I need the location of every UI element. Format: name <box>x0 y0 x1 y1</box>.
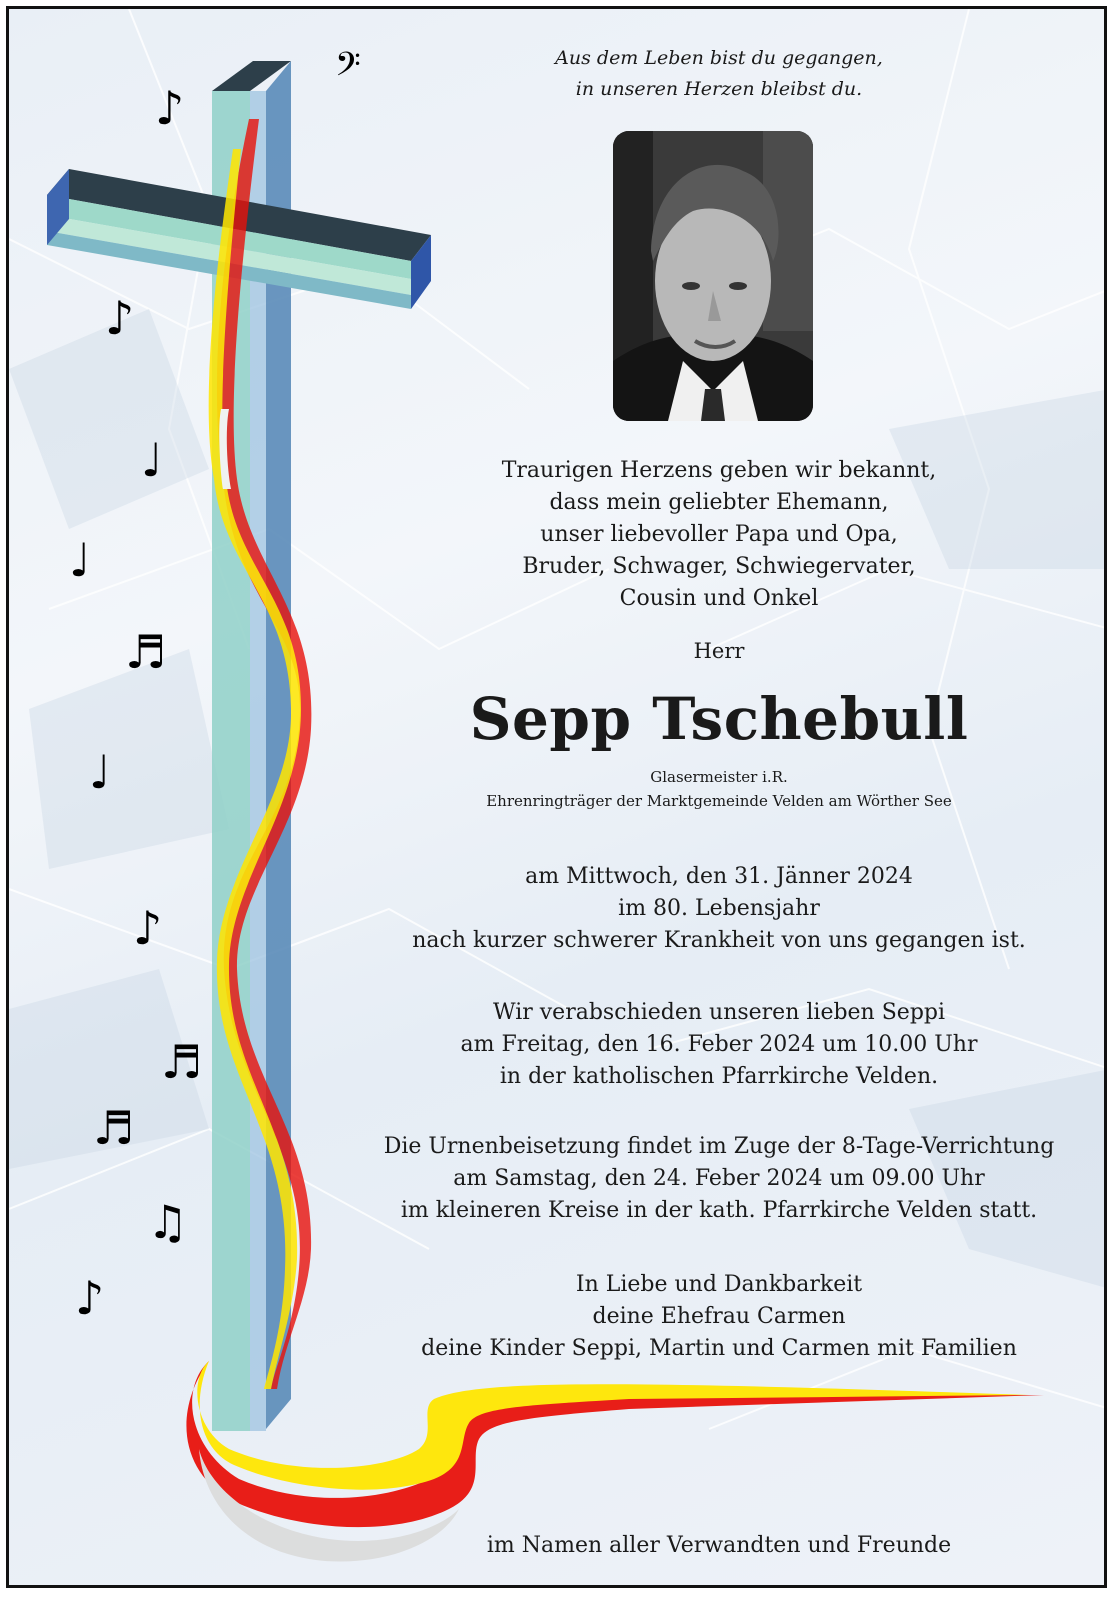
urn-line: Die Urnenbeisetzung findet im Zuge der 8-Tage-Verrichtung <box>383 1134 1055 1159</box>
titles <box>369 765 1069 813</box>
music-note-icon: ♬ <box>93 1101 135 1155</box>
motto-line: in unseren Herzen bleibst du. <box>575 78 863 100</box>
footer: im Namen aller Verwandten und Freunde <box>486 1533 952 1558</box>
honorific: Herr <box>693 639 745 663</box>
motto-line: Aus dem Leben bist du gegangen, <box>555 47 883 69</box>
announcement-line: Bruder, Schwager, Schwiegervater, <box>522 554 916 579</box>
music-note-icon: ♩ <box>89 745 111 799</box>
motto <box>369 43 1069 105</box>
signature-line: In Liebe und Dankbarkeit <box>575 1272 863 1297</box>
announcement-line: unser liebevoller Papa und Opa, <box>540 522 898 547</box>
signature-line: deine Ehefrau Carmen <box>592 1304 846 1329</box>
announcement-line: Traurigen Herzens geben wir bekannt, <box>501 458 937 483</box>
death-notice <box>369 861 1069 957</box>
death-line: am Mittwoch, den 31. Jänner 2024 <box>525 864 913 889</box>
announcement-line: Cousin und Onkel <box>619 586 819 611</box>
music-note-icon: ♬ <box>161 1035 203 1089</box>
music-note-icon: ♪ <box>155 81 185 135</box>
announcement <box>369 455 1069 615</box>
urn-line: im kleineren Kreise in der kath. Pfarrkirche Velden statt. <box>400 1198 1038 1223</box>
signature-line: deine Kinder Seppi, Martin und Carmen mit Familien <box>421 1336 1017 1361</box>
urn-burial <box>369 1131 1069 1227</box>
music-note-icon: ♪ <box>133 901 163 955</box>
announcement-line: dass mein geliebter Ehemann, <box>549 490 889 515</box>
farewell-service <box>369 997 1069 1093</box>
farewell-line: Wir verabschieden unseren lieben Seppi <box>492 1000 946 1025</box>
music-note-icon: ♫ <box>147 1195 189 1249</box>
music-note-icon: ♪ <box>75 1271 105 1325</box>
music-note-icon: ♩ <box>69 533 91 587</box>
signature <box>369 1269 1069 1365</box>
music-note-icon: ♬ <box>125 625 167 679</box>
bass-clef-icon: 𝄢 <box>335 46 361 92</box>
farewell-line: am Freitag, den 16. Feber 2024 um 10.00 Uhr <box>460 1032 978 1057</box>
music-note-icon: ♪ <box>105 291 135 345</box>
portrait-photo <box>613 131 813 421</box>
death-line: im 80. Lebensjahr <box>618 896 820 921</box>
deceased-name: Sepp Tschebull <box>469 685 969 753</box>
music-note-icon: ♩ <box>141 433 163 487</box>
death-line: nach kurzer schwerer Krankheit von uns gegangen ist. <box>412 928 1026 953</box>
title-line: Glasermeister i.R. <box>650 768 788 786</box>
farewell-line: in der katholischen Pfarrkirche Velden. <box>499 1064 939 1089</box>
title-line: Ehrenringträger der Marktgemeinde Velden am Wörther See <box>486 792 952 810</box>
obituary-page <box>6 6 1107 1588</box>
urn-line: am Samstag, den 24. Feber 2024 um 09.00 Uhr <box>453 1166 985 1191</box>
